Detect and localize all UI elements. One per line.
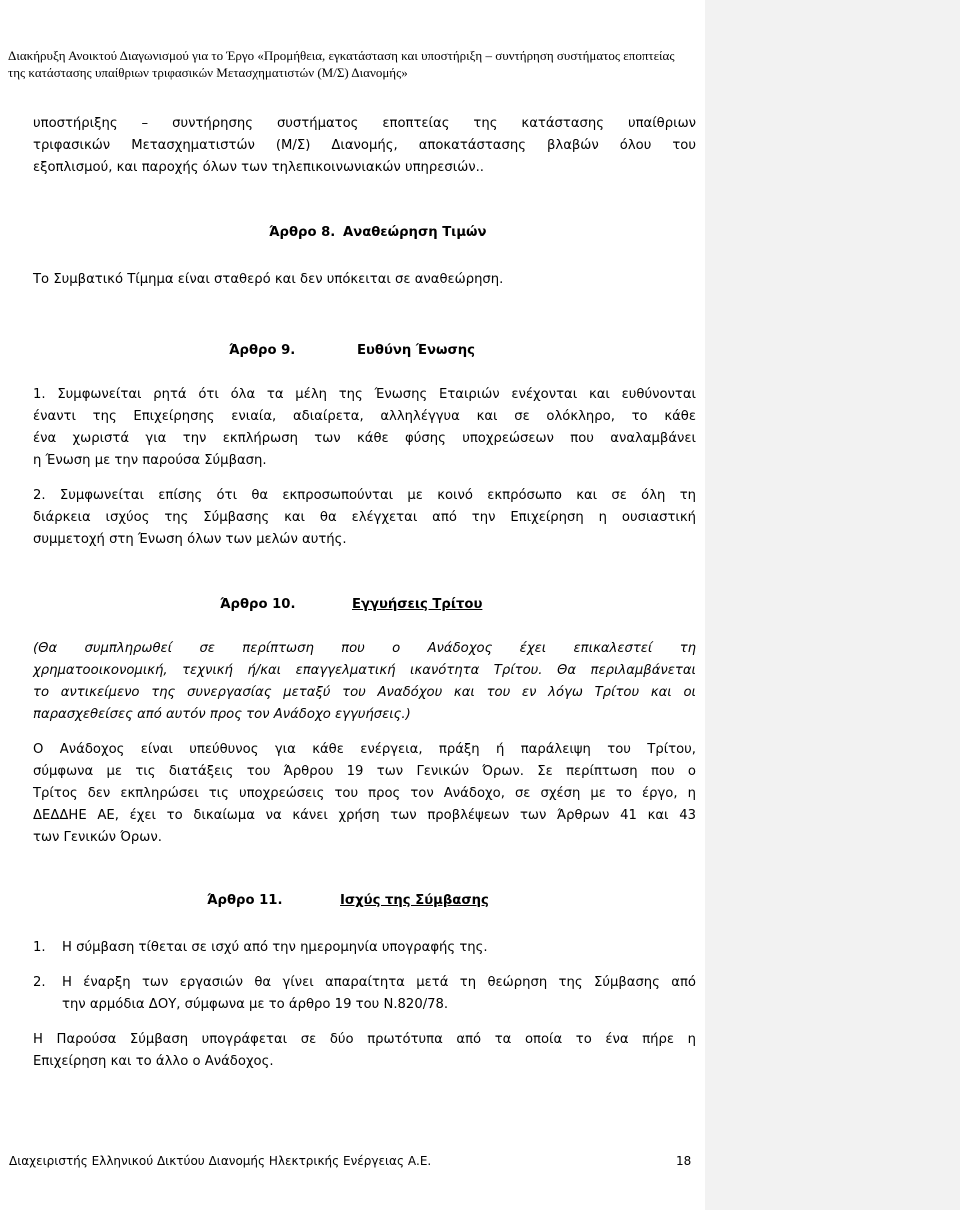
intro-line-1: υποστήριξης – συντήρησης συστήματος εποπτείας της κατάστασης υπαίθριων — [33, 116, 696, 131]
article-10-note-line-4: παρασχεθείσες από αυτόν προς τον Ανάδοχο εγγυήσεις.) — [33, 707, 411, 722]
footer-page-number: 18 — [676, 1154, 692, 1168]
article-10-title: Εγγυήσεις Τρίτου — [352, 597, 483, 612]
article-11-item-2-line-2: την αρμόδια ΔΟΥ, σύμφωνα με το άρθρο 19 του Ν.820/78. — [62, 997, 449, 1012]
article-9-p1-line-2: έναντι της Επιχείρησης ενιαία, αδιαίρετα, αλληλέγγυα και σε ολόκληρο, το κάθε — [33, 409, 696, 424]
article-9-title: Ευθύνη Ένωσης — [357, 343, 475, 358]
article-11-item-1-text: Η σύμβαση τίθεται σε ισχύ από την ημερομηνία υπογραφής της. — [62, 940, 488, 955]
header-line-2: της κατάστασης υπαίθριων τριφασικών Μετασχηματιστών (Μ/Σ) Διανομής» — [8, 65, 408, 80]
article-10-p-line-2: σύμφωνα με τις διατάξεις του Άρθρου 19 των Γενικών Όρων. Σε περίπτωση που ο — [33, 764, 696, 779]
article-10-number: Άρθρο 10. — [220, 597, 296, 612]
article-11-closing-line-1: Η Παρούσα Σύμβαση υπογράφεται σε δύο πρωτότυπα από τα οποία το ένα πήρε η — [33, 1032, 696, 1047]
intro-line-3: εξοπλισμού, και παροχής όλων των τηλεπικοινωνιακών υπηρεσιών.. — [33, 160, 484, 175]
article-11-item-2-number: 2. — [33, 975, 46, 990]
article-8-number: Άρθρο 8. — [269, 225, 336, 240]
article-9-p2-line-1: 2. Συμφωνείται επίσης ότι θα εκπροσωπούνται με κοινό εκπρόσωπο και σε όλη τη — [33, 488, 696, 503]
header-line-1: Διακήρυξη Ανοικτού Διαγωνισμού για το Έργο «Προμήθεια, εγκατάσταση και υποστήριξη – συντήρηση συστήματος εποπτείας — [8, 48, 675, 63]
article-10-p-line-1: Ο Ανάδοχος είναι υπεύθυνος για κάθε ενέργεια, πράξη ή παράλειψη του Τρίτου, — [33, 742, 696, 757]
article-10-p-line-5: των Γενικών Όρων. — [33, 830, 162, 845]
article-9-number: Άρθρο 9. — [229, 343, 296, 358]
article-9-p2-line-2: διάρκεια ισχύος της Σύμβασης και θα ελέγχεται από την Επιχείρηση η ουσιαστική — [33, 510, 696, 525]
article-9-p1-line-3: ένα χωριστά για την εκπλήρωση των κάθε φύσης υποχρεώσεων που αναλαμβάνει — [33, 431, 696, 446]
article-10-p-line-4: ΔΕΔΔΗΕ ΑΕ, έχει το δικαίωμα να κάνει χρήση των προβλέψεων των Άρθρων 41 και 43 — [33, 808, 696, 823]
article-10-p-line-3: Τρίτος δεν εκπληρώσει τις υποχρεώσεις του προς τον Ανάδοχο, σε σχέση με το έργο, η — [33, 786, 696, 801]
article-11-number: Άρθρο 11. — [207, 893, 283, 908]
article-8-title: Αναθεώρηση Τιμών — [343, 225, 487, 240]
article-10-note-line-1: (Θα συμπληρωθεί σε περίπτωση που ο Ανάδοχος έχει επικαλεστεί τη — [33, 641, 696, 656]
article-10-note-line-3: το αντικείμενο της συνεργασίας μεταξύ του Αναδόχου και του εν λόγω Τρίτου και οι — [33, 685, 696, 700]
comment-margin-panel — [705, 0, 960, 1210]
article-9-p2-line-3: συμμετοχή στη Ένωση όλων των μελών αυτής. — [33, 532, 347, 547]
article-11-item-1-number: 1. — [33, 940, 46, 955]
article-11-closing-line-2: Επιχείρηση και το άλλο ο Ανάδοχος. — [33, 1054, 274, 1069]
footer-organization: Διαχειριστής Ελληνικού Δικτύου Διανομής Ηλεκτρικής Ενέργειας Α.Ε. — [9, 1154, 432, 1168]
intro-line-2: τριφασικών Μετασχηματιστών (Μ/Σ) Διανομής, αποκατάστασης βλαβών όλου του — [33, 138, 696, 153]
article-9-p1-line-4: η Ένωση με την παρούσα Σύμβαση. — [33, 453, 267, 468]
article-10-note-line-2: χρηματοοικονομική, τεχνική ή/και επαγγελματική ικανότητα Τρίτου. Θα περιλαμβάνεται — [33, 663, 696, 678]
article-11-title: Ισχύς της Σύμβασης — [340, 893, 489, 908]
article-11-item-2-line-1: Η έναρξη των εργασιών θα γίνει απαραίτητα μετά τη θεώρηση της Σύμβασης από — [62, 975, 696, 990]
article-9-p1-line-1: 1. Συμφωνείται ρητά ότι όλα τα μέλη της Ένωσης Εταιριών ενέχονται και ευθύνονται — [33, 387, 696, 402]
article-8-text: Το Συμβατικό Τίμημα είναι σταθερό και δεν υπόκειται σε αναθεώρηση. — [33, 272, 504, 287]
